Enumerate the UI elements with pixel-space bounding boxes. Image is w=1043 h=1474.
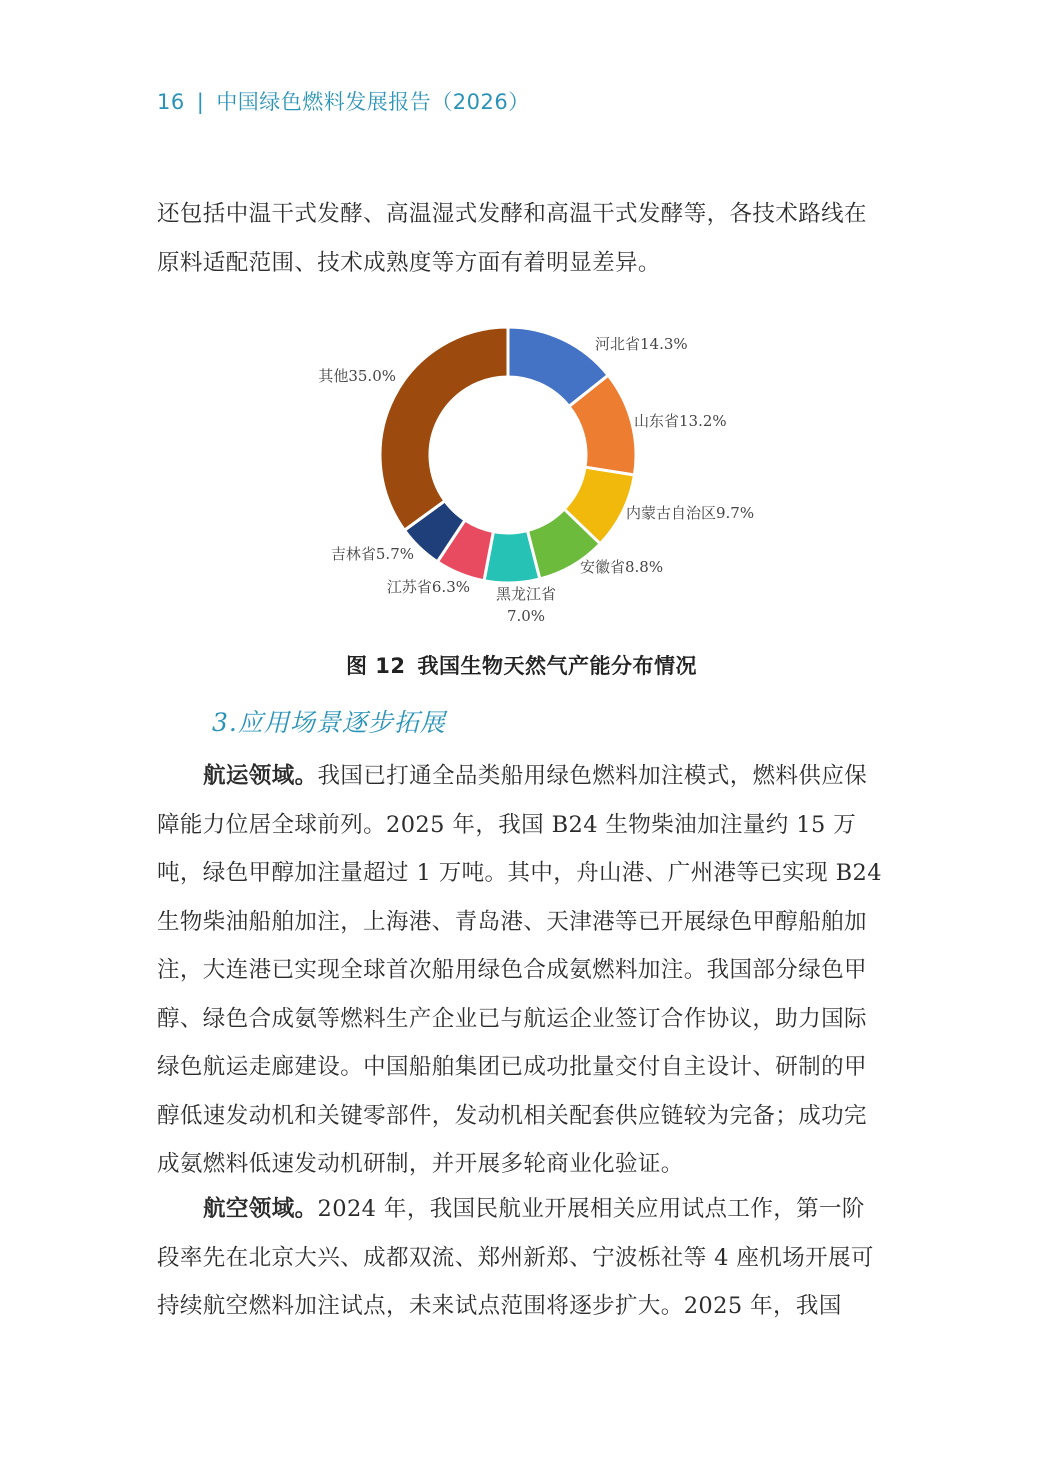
data-label-8: 其他35.0% [318, 367, 396, 385]
header-separator: | [196, 90, 205, 114]
donut-chart-svg [290, 305, 830, 640]
running-header [157, 86, 530, 116]
data-label-5: 黑龙江省 [495, 585, 557, 603]
aviation-text: 2024 年，我国民航业开展相关应用试点工作，第一阶段率先在北京大兴、成都双流、郑州新郑、宁波栎社等 4 座机场开展可持续航空燃料加注试点，未来试点范围将逐步扩大。2025 年，我国 [157, 1196, 874, 1319]
donut-slice-8 [380, 327, 508, 530]
aviation-lead: 航空领域。 [203, 1196, 318, 1222]
shipping-paragraph [157, 752, 887, 1189]
data-label-4: 安徽省8.8% [580, 558, 664, 576]
donut-chart [290, 305, 830, 640]
section-heading: 3.应用场景逐步拓展 [212, 708, 446, 737]
data-label-7: 吉林省5.7% [330, 545, 414, 563]
data-label-1: 河北省14.3% [595, 335, 688, 353]
data-label-6: 江苏省6.3% [386, 578, 470, 596]
intro-paragraph: 还包括中温干式发酵、高温湿式发酵和高温干式发酵等，各技术路线在原料适配范围、技术成熟度等方面有着明显差异。 [157, 201, 867, 276]
shipping-lead: 航运领域。 [203, 763, 318, 789]
figure-caption [0, 650, 1043, 680]
aviation-paragraph [157, 1185, 887, 1331]
figure-title: 我国生物天然气产能分布情况 [417, 654, 698, 678]
data-label-2: 山东省13.2% [634, 412, 727, 430]
data-label-5-value: 7.0% [506, 607, 546, 625]
data-label-3: 内蒙古自治区9.7% [626, 504, 755, 522]
shipping-text: 我国已打通全品类船用绿色燃料加注模式，燃料供应保障能力位居全球前列。2025 年，我国 B24 生物柴油加注量约 15 万吨，绿色甲醇加注量超过 1 万吨。其中，舟山港、广州港等已实现 B24 生物柴油船舶加注，上海港、青岛港、天津港等已开展绿色甲醇船舶加注，大连港已实现全球首次船用绿色合成氨燃料加注。我国部分绿色甲醇、绿色合成氨等燃料生产企业已与航运企业签订合作协议，助力国际绿色航运走廊建设。中国船舶集团已成功批量交付自主设计、研制的甲醇低速发动机和关键零部件，发动机相关配套供应链较为完备；成功完成氨燃料低速发动机研制，并开展多轮商业化验证。 [157, 763, 882, 1177]
figure-number: 图 12 [345, 654, 406, 678]
report-title: 中国绿色燃料发展报告（2026） [216, 90, 530, 114]
page-number: 16 [157, 90, 185, 114]
